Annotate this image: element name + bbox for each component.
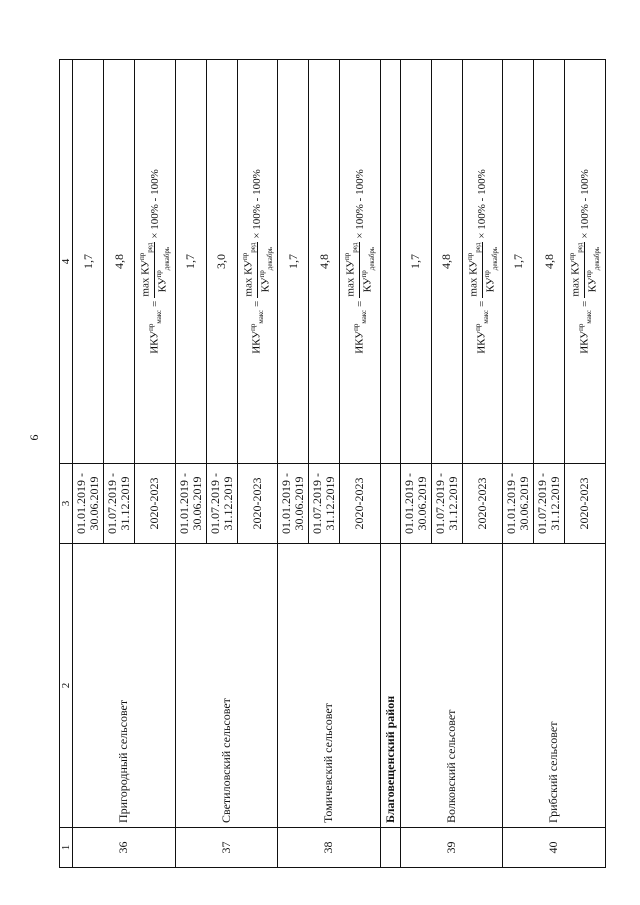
header-col-4: 4 (60, 60, 73, 464)
period-first-half: 01.01.2019 - 30.06.2019 (400, 464, 431, 544)
period-first-half: 01.01.2019 - 30.06.2019 (73, 464, 104, 544)
rotated-table-container (59, 60, 602, 868)
region-name: Благовещенский район (380, 544, 400, 828)
region-blank (380, 464, 400, 544)
formula: $ИКУ^{пр}_{макс}$ = $\max КУ^{пр}_{ред}$ $КУ^{пр}_{декабрь}$ × 100% - 100% (465, 169, 499, 354)
value-second-half: 4,8 (309, 60, 340, 464)
period-multiyear: 2020-2023 (135, 464, 176, 544)
tariff-table (59, 59, 606, 868)
formula-cell (237, 60, 278, 464)
header-col-1: 1 (60, 828, 73, 868)
table-row (73, 60, 104, 868)
row-number: 38 (278, 828, 381, 868)
settlement-name: Томичевский сельсовет (278, 544, 381, 828)
value-first-half: 1,7 (73, 60, 104, 464)
row-number: 39 (400, 828, 503, 868)
formula-fraction: $\max КУ^{пр}_{ред}$ $КУ^{пр}_{декабрь}$ (568, 242, 602, 297)
period-second-half: 01.07.2019 - 31.12.2019 (104, 464, 135, 544)
period-second-half: 01.07.2019 - 31.12.2019 (534, 464, 565, 544)
header-row (60, 60, 73, 868)
formula-fraction: $\max КУ^{пр}_{ред}$ $КУ^{пр}_{декабрь}$ (138, 242, 172, 297)
row-number: 40 (503, 828, 606, 868)
region-row (380, 60, 400, 868)
period-first-half: 01.01.2019 - 30.06.2019 (503, 464, 534, 544)
table-row (175, 60, 206, 868)
row-number: 37 (175, 828, 278, 868)
value-first-half: 1,7 (175, 60, 206, 464)
period-first-half: 01.01.2019 - 30.06.2019 (175, 464, 206, 544)
formula: $ИКУ^{пр}_{макс}$ = $\max КУ^{пр}_{ред}$ $КУ^{пр}_{декабрь}$ × 100% - 100% (568, 169, 602, 354)
settlement-name: Волковский сельсовет (400, 544, 503, 828)
period-multiyear: 2020-2023 (565, 464, 606, 544)
period-second-half: 01.07.2019 - 31.12.2019 (431, 464, 462, 544)
table-row (400, 60, 431, 868)
period-second-half: 01.07.2019 - 31.12.2019 (309, 464, 340, 544)
formula-fraction: $\max КУ^{пр}_{ред}$ $КУ^{пр}_{декабрь}$ (240, 242, 274, 297)
value-first-half: 1,7 (503, 60, 534, 464)
period-multiyear: 2020-2023 (340, 464, 381, 544)
region-blank (380, 60, 400, 464)
formula-fraction: $\max КУ^{пр}_{ред}$ $КУ^{пр}_{декабрь}$ (465, 242, 499, 297)
period-multiyear: 2020-2023 (237, 464, 278, 544)
region-blank (380, 828, 400, 868)
value-first-half: 1,7 (400, 60, 431, 464)
value-second-half: 4,8 (431, 60, 462, 464)
period-first-half: 01.01.2019 - 30.06.2019 (278, 464, 309, 544)
formula: $ИКУ^{пр}_{макс}$ = $\max КУ^{пр}_{ред}$ $КУ^{пр}_{декабрь}$ × 100% - 100% (240, 169, 274, 354)
table-row (503, 60, 534, 868)
formula-cell (565, 60, 606, 464)
row-number: 36 (73, 828, 176, 868)
header-col-2: 2 (60, 544, 73, 828)
formula-cell (135, 60, 176, 464)
value-second-half: 4,8 (104, 60, 135, 464)
formula-fraction: $\max КУ^{пр}_{ред}$ $КУ^{пр}_{декабрь}$ (343, 242, 377, 297)
value-second-half: 3,0 (206, 60, 237, 464)
settlement-name: Светиловский сельсовет (175, 544, 278, 828)
period-multiyear: 2020-2023 (462, 464, 503, 544)
settlement-name: Грибский сельсовет (503, 544, 606, 828)
header-col-3: 3 (60, 464, 73, 544)
value-second-half: 4,8 (534, 60, 565, 464)
settlement-name: Пригородный сельсовет (73, 544, 176, 828)
table-row (278, 60, 309, 868)
value-first-half: 1,7 (278, 60, 309, 464)
formula: $ИКУ^{пр}_{макс}$ = $\max КУ^{пр}_{ред}$ $КУ^{пр}_{декабрь}$ × 100% - 100% (343, 169, 377, 354)
period-second-half: 01.07.2019 - 31.12.2019 (206, 464, 237, 544)
page-number: 9 (27, 434, 42, 441)
formula-cell (462, 60, 503, 464)
formula: $ИКУ^{пр}_{макс}$ = $\max КУ^{пр}_{ред}$ $КУ^{пр}_{декабрь}$ × 100% - 100% (138, 169, 172, 354)
formula-cell (340, 60, 381, 464)
